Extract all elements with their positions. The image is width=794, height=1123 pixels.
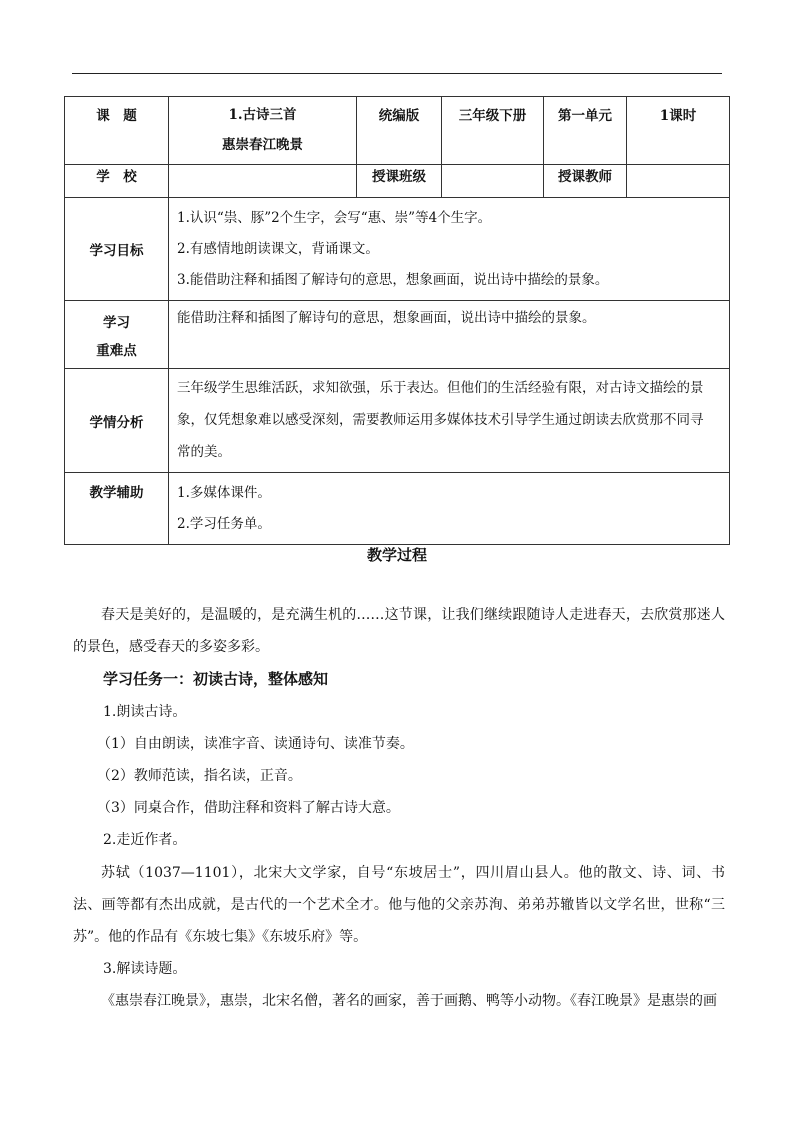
table-row [65, 369, 730, 473]
poem-title: 惠崇春江晚景 [222, 137, 303, 153]
goal-item: 3.能借助注释和插图了解诗句的意思，想象画面，说出诗中描绘的景象。 [177, 272, 609, 288]
goal-item: 1.认识“祟、豚”2个生字，会写“惠、崇”等4个生字。 [177, 210, 492, 226]
aid-item: 2.学习任务单。 [177, 516, 271, 532]
school-value [169, 165, 357, 198]
school-label: 学 校 [65, 165, 169, 198]
author-bio: 苏轼（1037—1101），北宋大文学家，自号“东坡居士”，四川眉山县人。他的散文、诗、词、书法、画等都有杰出成就，是古代的一个艺术全才。他与他的父亲苏洵、弟弟苏辙皆以文学名世，世称“三苏”。他的作品有《东坡七集》《东坡乐府》等。 [73, 864, 725, 946]
analysis-line: 常的美。 [177, 444, 231, 460]
table-row [65, 198, 730, 301]
lesson-plan-table [64, 96, 730, 545]
step-heading: 2.走近作者。 [103, 832, 187, 849]
aid-item: 1.多媒体课件。 [177, 485, 271, 501]
intro-paragraph: 春天是美好的，是温暖的，是充满生机的……这节课，让我们继续跟随诗人走进春天，去欣赏那迷人的景色，感受春天的多姿多彩。 [73, 607, 725, 656]
difficulty-label-line: 学习 [103, 314, 130, 331]
teacher-label: 授课教师 [544, 165, 627, 198]
process-body [73, 599, 725, 1018]
table-row [65, 473, 730, 545]
difficulty-text: 能借助注释和插图了解诗句的意思，想象画面，说出诗中描绘的景象。 [177, 310, 596, 326]
lesson-title-cell [169, 97, 357, 165]
grade: 三年级下册 [442, 97, 544, 165]
title-note: 《惠崇春江晚景》，惠崇，北宋名僧，著名的画家，善于画鹅、鸭等小动物。《春江晚景》是惠崇的画 [101, 993, 717, 1010]
step-sub-item: （3）同桌合作，借助注释和资料了解古诗大意。 [97, 800, 400, 817]
aids-content [169, 473, 730, 545]
lesson-title: 1.古诗三首 [228, 107, 297, 123]
analysis-content [169, 369, 730, 473]
goal-item: 2.有感情地朗读课文，背诵课文。 [177, 241, 379, 257]
step-heading: 1.朗读古诗。 [103, 703, 187, 720]
edition: 统编版 [357, 97, 442, 165]
analysis-line: 象，仅凭想象难以感受深刻，需要教师运用多媒体技术引导学生通过朗读去欣赏那不同寻 [177, 412, 704, 428]
step-sub-item: （2）教师范读，指名读，正音。 [97, 768, 302, 785]
teacher-value [627, 165, 730, 198]
analysis-label: 学情分析 [65, 369, 169, 473]
step-sub-item: （1）自由朗读，读准字音、读通诗句、读准节奏。 [97, 735, 414, 752]
aids-label: 教学辅助 [65, 473, 169, 545]
topic-label: 课 题 [65, 97, 169, 165]
table-row [65, 301, 730, 369]
unit: 第一单元 [544, 97, 627, 165]
difficulty-content [169, 301, 730, 369]
class-label: 授课班级 [357, 165, 442, 198]
difficulty-label [65, 301, 169, 369]
header-rule [72, 73, 722, 74]
step-heading: 3.解读诗题。 [103, 961, 187, 978]
task1-heading: 学习任务一：初读古诗，整体感知 [103, 670, 329, 689]
difficulty-label-line: 重难点 [96, 342, 137, 359]
class-value [442, 165, 544, 198]
goals-label: 学习目标 [65, 198, 169, 301]
table-row [65, 165, 730, 198]
table-row [65, 97, 730, 165]
process-title: 教学过程 [366, 546, 427, 564]
analysis-line: 三年级学生思维活跃，求知欲强，乐于表达。但他们的生活经验有限，对古诗文描绘的景 [177, 380, 704, 396]
goals-content [169, 198, 730, 301]
periods: 1课时 [627, 97, 730, 165]
